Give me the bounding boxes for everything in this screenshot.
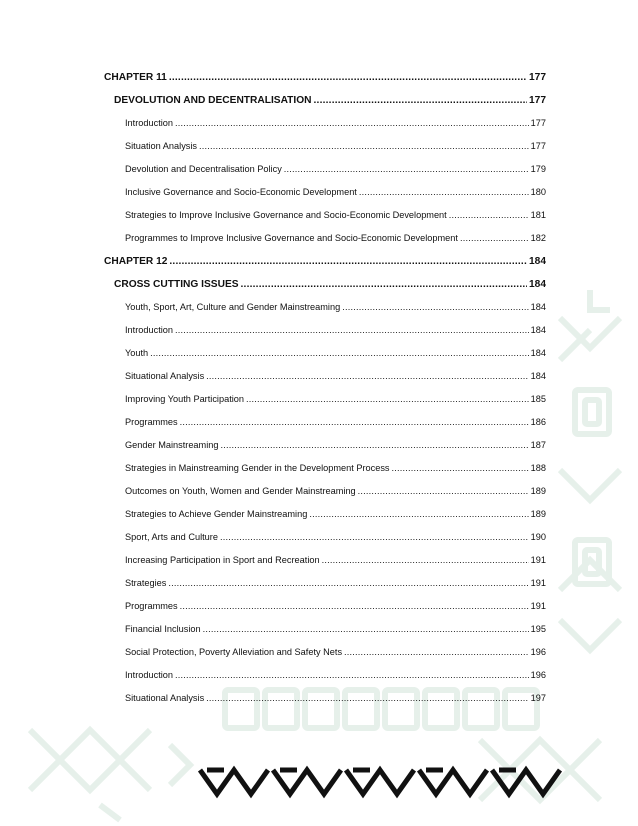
- toc-entry[interactable]: [104, 480, 546, 503]
- toc-entry-title: CROSS CUTTING ISSUES: [114, 279, 239, 290]
- toc-entry[interactable]: [104, 296, 546, 319]
- toc-leader-dots: [206, 365, 528, 388]
- toc-page-number: 197: [530, 693, 546, 703]
- toc-leader-dots: [220, 434, 528, 457]
- toc-entry[interactable]: [104, 664, 546, 687]
- toc-entry[interactable]: [104, 250, 546, 273]
- toc-entry-title: Programmes to Improve Inclusive Governance and Socio-Economic Development: [125, 233, 458, 243]
- toc-leader-dots: [344, 641, 529, 664]
- toc-entry-title: Inclusive Governance and Socio-Economic Development: [125, 187, 357, 197]
- toc-page-number: 187: [530, 440, 546, 450]
- toc-entry-title: Strategies: [125, 578, 167, 588]
- toc-leader-dots: [206, 687, 528, 710]
- toc-entry-title: Introduction: [125, 325, 174, 335]
- toc-leader-dots: [199, 135, 529, 158]
- toc-entry-title: Strategies to Achieve Gender Mainstreaming: [125, 509, 308, 519]
- toc-entry[interactable]: [104, 434, 546, 457]
- toc-entry-title: DEVOLUTION AND DECENTRALISATION: [114, 95, 312, 106]
- toc-leader-dots: [358, 480, 529, 503]
- toc-leader-dots: [322, 549, 529, 572]
- toc-leader-dots: [359, 181, 529, 204]
- toc-entry-title: Introduction: [125, 118, 174, 128]
- toc-entry-title: CHAPTER 11: [104, 72, 167, 83]
- toc-entry[interactable]: [104, 112, 546, 135]
- toc-entry[interactable]: [104, 181, 546, 204]
- toc-page-number: 184: [530, 325, 546, 335]
- toc-leader-dots: [220, 526, 529, 549]
- toc-leader-dots: [241, 273, 527, 296]
- toc-entry-title: CHAPTER 12: [104, 256, 168, 267]
- toc-page-number: 189: [530, 486, 546, 496]
- toc-page-number: 195: [530, 624, 546, 634]
- toc-entry[interactable]: [104, 641, 546, 664]
- toc-entry-title: Sport, Arts and Culture: [125, 532, 218, 542]
- toc-entry-title: Youth: [125, 348, 149, 358]
- toc-entry[interactable]: [104, 503, 546, 526]
- toc-page-number: 191: [530, 578, 546, 588]
- zigzag-ornament-icon: [195, 762, 565, 802]
- toc-page-number: 184: [530, 348, 546, 358]
- toc-entry[interactable]: [104, 549, 546, 572]
- toc-page-number: 181: [530, 210, 546, 220]
- toc-leader-dots: [175, 664, 529, 687]
- toc-leader-dots: [342, 296, 528, 319]
- toc-entry[interactable]: [104, 411, 546, 434]
- toc-entry-title: Situational Analysis: [125, 371, 205, 381]
- toc-entry[interactable]: [104, 135, 546, 158]
- toc-page-number: 177: [530, 118, 546, 128]
- toc-page-number: 179: [530, 164, 546, 174]
- toc-page-number: 191: [530, 555, 546, 565]
- toc-entry-title: Programmes: [125, 417, 178, 427]
- toc-entry-title: Improving Youth Participation: [125, 394, 245, 404]
- toc-entry[interactable]: [104, 66, 546, 89]
- toc-entry-title: Gender Mainstreaming: [125, 440, 219, 450]
- toc-leader-dots: [314, 89, 527, 112]
- toc-leader-dots: [203, 618, 529, 641]
- toc-page-number: 177: [529, 95, 546, 106]
- toc-entry[interactable]: [104, 342, 546, 365]
- toc-entry-title: Situation Analysis: [125, 141, 198, 151]
- toc-page-number: 177: [529, 72, 546, 83]
- toc-entry-title: Financial Inclusion: [125, 624, 201, 634]
- toc-entry[interactable]: [104, 526, 546, 549]
- toc-page-number: 184: [529, 279, 546, 290]
- toc-leader-dots: [284, 158, 529, 181]
- toc-entry[interactable]: [104, 388, 546, 411]
- toc-page-number: 189: [530, 509, 546, 519]
- toc-entry-title: Outcomes on Youth, Women and Gender Mainstreaming: [125, 486, 356, 496]
- toc-page-number: 177: [530, 141, 546, 151]
- toc-entry[interactable]: [104, 273, 546, 296]
- toc-entry[interactable]: [104, 687, 546, 710]
- toc-page-number: 182: [530, 233, 546, 243]
- toc-leader-dots: [392, 457, 529, 480]
- toc-entry-title: Youth, Sport, Art, Culture and Gender Mainstreaming: [125, 302, 341, 312]
- toc-page-number: 184: [529, 256, 546, 267]
- toc-leader-dots: [175, 319, 529, 342]
- toc-page-number: 185: [530, 394, 546, 404]
- toc-entry[interactable]: [104, 618, 546, 641]
- toc-entry[interactable]: [104, 158, 546, 181]
- toc-leader-dots: [150, 342, 528, 365]
- toc-entry-title: Introduction: [125, 670, 174, 680]
- toc-page-number: 196: [530, 670, 546, 680]
- toc-leader-dots: [175, 112, 529, 135]
- toc-entry[interactable]: [104, 572, 546, 595]
- toc-entry-title: Strategies in Mainstreaming Gender in the Development Process: [125, 463, 390, 473]
- toc-entry[interactable]: [104, 595, 546, 618]
- toc-leader-dots: [449, 204, 529, 227]
- toc-entry[interactable]: [104, 319, 546, 342]
- table-of-contents: [104, 66, 546, 710]
- toc-entry-title: Devolution and Decentralisation Policy: [125, 164, 282, 174]
- toc-page-number: 188: [530, 463, 546, 473]
- toc-entry-title: Situational Analysis: [125, 693, 205, 703]
- toc-entry-title: Programmes: [125, 601, 178, 611]
- toc-entry-title: Social Protection, Poverty Alleviation and Safety Nets: [125, 647, 343, 657]
- toc-leader-dots: [460, 227, 529, 250]
- toc-leader-dots: [180, 411, 529, 434]
- toc-page-number: 184: [530, 371, 546, 381]
- toc-entry-title: Strategies to Improve Inclusive Governance and Socio-Economic Development: [125, 210, 447, 220]
- toc-entry[interactable]: [104, 365, 546, 388]
- toc-leader-dots: [246, 388, 529, 411]
- toc-entry[interactable]: [104, 89, 546, 112]
- toc-entry[interactable]: [104, 204, 546, 227]
- toc-page-number: 180: [530, 187, 546, 197]
- toc-leader-dots: [309, 503, 528, 526]
- toc-leader-dots: [168, 572, 528, 595]
- toc-entry[interactable]: [104, 457, 546, 480]
- toc-page-number: 196: [530, 647, 546, 657]
- toc-leader-dots: [169, 66, 527, 89]
- toc-page-number: 190: [530, 532, 546, 542]
- toc-leader-dots: [180, 595, 529, 618]
- toc-leader-dots: [169, 250, 527, 273]
- toc-entry-title: Increasing Participation in Sport and Recreation: [125, 555, 320, 565]
- toc-entry[interactable]: [104, 227, 546, 250]
- toc-page-number: 191: [530, 601, 546, 611]
- toc-page-number: 186: [530, 417, 546, 427]
- toc-page-number: 184: [530, 302, 546, 312]
